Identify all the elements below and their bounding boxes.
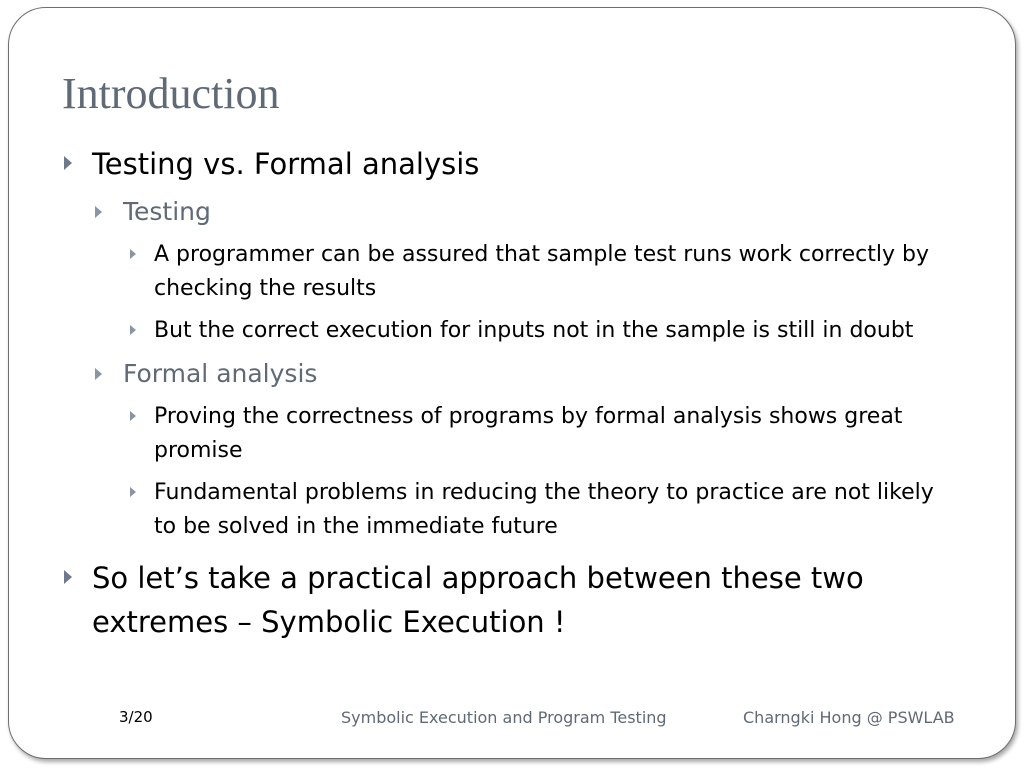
bullet-text: Proving the correctness of programs by formal analysis shows great promise bbox=[154, 404, 903, 463]
footer-author: Charngki Hong @ PSWLAB bbox=[743, 708, 955, 727]
bullet-level3-great-promise bbox=[62, 400, 962, 468]
triangle-right-icon bbox=[64, 570, 72, 584]
bullet-level3-fundamental-problems bbox=[62, 476, 962, 544]
bullet-text: Fundamental problems in reducing the theory to practice are not likely to be solved in the immediate future bbox=[154, 480, 934, 539]
bullet-level2-formal-analysis bbox=[62, 356, 962, 392]
triangle-right-icon bbox=[130, 411, 136, 421]
bullet-text: Testing vs. Formal analysis bbox=[92, 147, 480, 181]
triangle-right-icon bbox=[130, 325, 136, 335]
bullet-level1-testing-vs-formal bbox=[62, 142, 962, 186]
footer-page-number: 3/20 bbox=[119, 708, 153, 726]
bullet-level3-still-in-doubt bbox=[62, 314, 962, 348]
triangle-right-icon bbox=[130, 249, 136, 259]
triangle-right-icon bbox=[64, 156, 72, 170]
triangle-right-icon bbox=[95, 368, 102, 380]
slide-body bbox=[62, 142, 962, 644]
bullet-level3-sample-runs bbox=[62, 238, 962, 306]
bullet-text: A programmer can be assured that sample test runs work correctly by checking the results bbox=[154, 242, 930, 301]
triangle-right-icon bbox=[130, 487, 136, 497]
bullet-level1-practical-approach bbox=[62, 556, 962, 644]
bullet-text: Testing bbox=[123, 197, 211, 226]
slide-title: Introduction bbox=[62, 69, 280, 118]
triangle-right-icon bbox=[95, 206, 102, 218]
footer-title: Symbolic Execution and Program Testing bbox=[341, 708, 667, 727]
bullet-text: Formal analysis bbox=[123, 359, 318, 388]
bullet-text: But the correct execution for inputs not in the sample is still in doubt bbox=[154, 318, 914, 343]
bullet-level2-testing bbox=[62, 194, 962, 230]
bullet-text: So let’s take a practical approach between these two extremes – Symbolic Execution ! bbox=[92, 561, 864, 639]
